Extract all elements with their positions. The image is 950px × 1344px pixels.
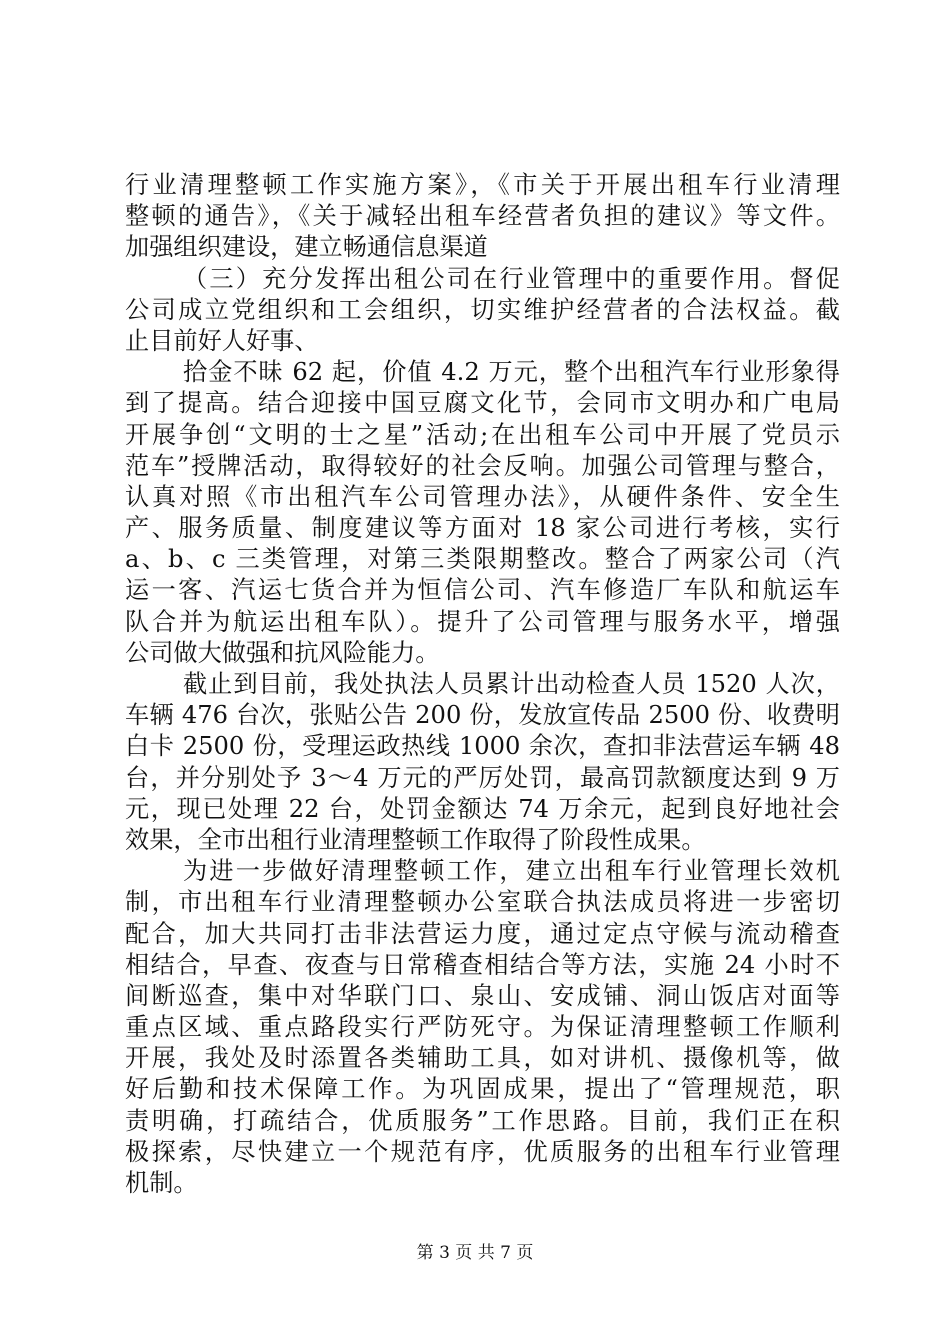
page-footer: 第 3 页 共 7 页 <box>416 1243 534 1263</box>
text-line: 开展，我处及时添置各类辅助工具，如对讲机、摄像机等，做 <box>125 1044 840 1073</box>
text-line: 范车”授牌活动，取得较好的社会反响。加强公司管理与整合， <box>125 451 840 480</box>
text-line: 认真对照《市出租汽车公司管理办法》，从硬件条件、安全生 <box>125 482 840 511</box>
text-line: 加强组织建设，建立畅通信息渠道 <box>125 233 488 262</box>
text-line: 白卡 2500 份，受理运政热线 1000 余次，查扣非法营运车辆 48 <box>125 732 840 761</box>
text-line: 配合，加大共同打击非法营运力度，通过定点守候与流动稽查 <box>125 919 840 948</box>
text-line: 车辆 476 台次，张贴公告 200 份，发放宣传品 2500 份、收费明 <box>125 701 840 730</box>
text-line: 好后勤和技术保障工作。为巩固成果，提出了“管理规范，职 <box>125 1075 840 1104</box>
text-line: （三）充分发挥出租公司在行业管理中的重要作用。督促 <box>183 264 840 293</box>
text-line: 责明确，打疏结合，优质服务”工作思路。目前，我们正在积 <box>125 1106 840 1135</box>
text-line: a、b、c 三类管理，对第三类限期整改。整合了两家公司（汽 <box>125 545 840 574</box>
text-line: 截止到目前，我处执法人员累计出动检查人员 1520 人次， <box>183 670 840 698</box>
text-line: 制，市出租车行业清理整顿办公室联合执法成员将进一步密切 <box>125 888 840 917</box>
text-line: 行业清理整顿工作实施方案》，《市关于开展出租车行业清理 <box>125 171 840 199</box>
text-line: 间断巡查，集中对华联门口、泉山、安成铺、洞山饭店对面等 <box>125 981 840 1010</box>
text-line: 重点区域、重点路段实行严防死守。为保证清理整顿工作顺利 <box>125 1013 840 1042</box>
text-line: 开展争创“文明的士之星”活动;在出租车公司中开展了党员示 <box>125 420 840 449</box>
text-line: 止目前好人好事、 <box>125 326 319 355</box>
text-line: 机制。 <box>125 1169 198 1197</box>
text-line: 公司做大做强和抗风险能力。 <box>125 638 440 667</box>
text-line: 队合并为航运出租车队）。提升了公司管理与服务水平，增强 <box>125 607 840 636</box>
text-line: 拾金不昧 62 起，价值 4.2 万元，整个出租汽车行业形象得 <box>183 358 840 387</box>
text-line: 产、服务质量、制度建议等方面对 18 家公司进行考核，实行 <box>125 514 840 543</box>
text-line: 运一客、汽运七货合并为恒信公司、汽车修造厂车队和航运车 <box>125 576 840 605</box>
text-line: 台，并分别处予 3～4 万元的严厉处罚，最高罚款额度达到 9 万 <box>125 763 840 792</box>
text-line: 整顿的通告》，《关于减轻出租车经营者负担的建议》等文件。 <box>125 202 840 231</box>
text-line: 为进一步做好清理整顿工作，建立出租车行业管理长效机 <box>183 857 840 886</box>
text-line: 公司成立党组织和工会组织，切实维护经营者的合法权益。截 <box>125 295 840 324</box>
document-body <box>125 170 840 1199</box>
text-line: 效果，全市出租行业清理整顿工作取得了阶段性成果。 <box>125 825 706 854</box>
text-line: 到了提高。结合迎接中国豆腐文化节，会同市文明办和广电局 <box>125 389 840 418</box>
text-line: 极探索，尽快建立一个规范有序，优质服务的出租车行业管理 <box>125 1137 840 1166</box>
text-line: 元，现已处理 22 台，处罚金额达 74 万余元，起到良好地社会 <box>125 794 840 823</box>
text-line: 相结合，早查、夜查与日常稽查相结合等方法，实施 24 小时不 <box>125 950 840 979</box>
